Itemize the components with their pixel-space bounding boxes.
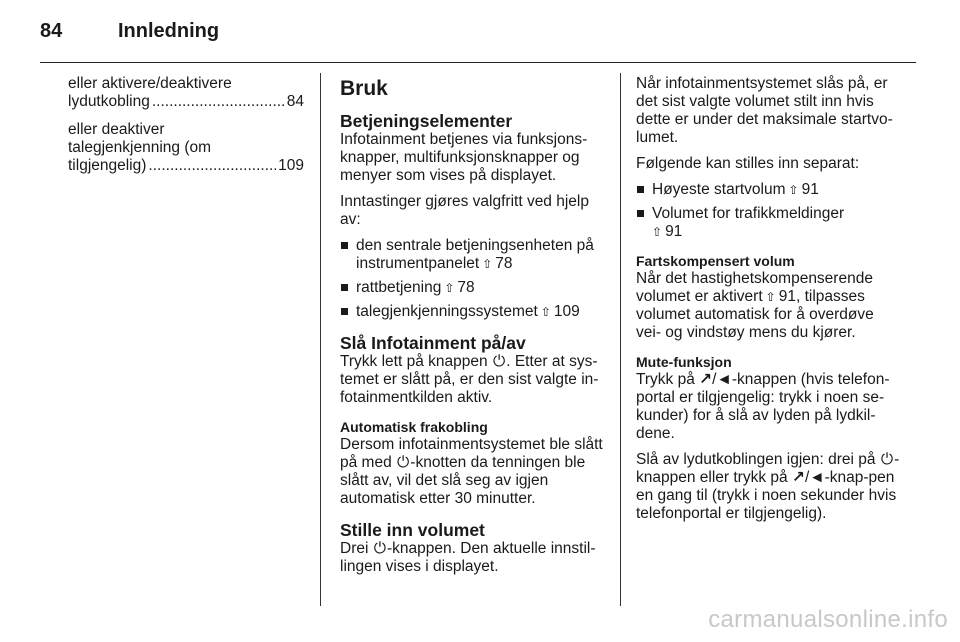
- page-reference[interactable]: 91: [665, 223, 683, 240]
- text-run: , tilpasses volumet automatisk for å overdøve vei- og vindstøy mens du kjører.: [636, 288, 874, 341]
- startup-volume-paragraph: Når infotainmentsystemet slås på, er det sist valgte volumet stilt inn hvis dette er under det maksimale startvo-lumet.: [636, 75, 893, 146]
- list-item: [340, 303, 604, 321]
- page-reference-icon: ⇧: [652, 225, 663, 239]
- mute-icon: ◄: [809, 469, 825, 486]
- text-run: -knotten da tenningen ble slått av, vil det slå seg av igjen automatisk etter 30 minutter.: [340, 454, 586, 507]
- power-heading: Slå Infotainment på/av: [340, 333, 526, 353]
- separate-settings-list: [636, 181, 902, 241]
- mute-icon: ◄: [716, 371, 732, 388]
- page-reference[interactable]: 109: [553, 303, 580, 320]
- text-run: Drei: [340, 540, 369, 557]
- section-title: Bruk: [340, 77, 388, 100]
- toc-entry-label: lydutkobling: [68, 93, 150, 110]
- unmute-paragraph: [636, 451, 902, 523]
- power-icon: ⏻: [397, 454, 410, 471]
- list-item-text: Høyeste startvolum: [652, 181, 786, 198]
- list-item-text: rattbetjening: [356, 279, 442, 296]
- column-divider: [620, 73, 621, 606]
- page-number: 84: [40, 20, 63, 42]
- text-run: Når det hastighetskompenserende volumet er aktivert: [636, 270, 873, 305]
- chapter-title: Innledning: [118, 20, 220, 42]
- power-icon: ⏻: [373, 540, 386, 557]
- page-reference-icon: ⇧: [765, 290, 776, 304]
- list-item: [340, 237, 604, 273]
- toc-entry-leader: [68, 157, 304, 175]
- toc-entry-page: 84: [286, 93, 304, 110]
- header-rule: [40, 62, 916, 63]
- auto-off-paragraph: [340, 436, 604, 508]
- text-run: Trykk på: [636, 371, 695, 388]
- text-run: . Etter at sys-temet er slått på, er den sist valgte in-fotainmentkilden aktiv.: [340, 353, 599, 406]
- toc-entry-leader: [68, 93, 304, 111]
- toc-entry-line: eller aktivere/deaktivere: [68, 75, 232, 92]
- input-paragraph: Inntastinger gjøres valgfritt ved hjelp av:: [340, 193, 589, 228]
- text-run: Trykk lett på knappen: [340, 353, 488, 370]
- list-item: [636, 181, 902, 199]
- page-reference[interactable]: 78: [495, 255, 513, 272]
- page-reference[interactable]: 91: [801, 181, 819, 198]
- separate-settings-paragraph: Følgende kan stilles inn separat:: [636, 155, 860, 172]
- toc-entry[interactable]: [68, 121, 304, 175]
- right-column: [636, 75, 902, 531]
- text-run: -knappen (hvis telefon-portal er tilgjengelig: trykk i noen se-kunder) for å slå av lyden på lydkil-dene.: [636, 371, 890, 442]
- toc-entry[interactable]: [68, 75, 304, 111]
- toc-entry-label: tilgjengelig): [68, 157, 147, 174]
- column-divider: [320, 73, 321, 606]
- page-reference[interactable]: 78: [457, 279, 475, 296]
- toc-column: [68, 75, 304, 185]
- text-run: Slå av lydutkoblingen igjen: drei på: [636, 451, 876, 468]
- toc-entry-page: 109: [278, 157, 304, 174]
- phone-icon: ↗: [699, 371, 713, 388]
- text-run: -knappen. Den aktuelle innstil-lingen vises i displayet.: [340, 540, 596, 575]
- phone-icon: ↗: [791, 469, 805, 486]
- power-paragraph: [340, 353, 604, 407]
- mute-paragraph: [636, 371, 902, 443]
- text-run: -knap-pen en gang til (trykk i noen sekunder hvis telefonportal er tilgjengelig).: [636, 469, 897, 522]
- input-methods-list: [340, 237, 604, 321]
- list-item-text: Volumet for trafikkmeldinger: [652, 205, 845, 222]
- page-reference-icon: ⇧: [444, 281, 455, 295]
- controls-paragraph: Infotainment betjenes via funksjons-knapper, multifunksjonsknapper og menyer som vises på displayet.: [340, 131, 588, 184]
- page-reference[interactable]: 91: [778, 288, 796, 305]
- power-icon: ⏻: [492, 353, 506, 370]
- speed-comp-heading: Fartskompensert volum: [636, 253, 795, 269]
- middle-column: [340, 75, 604, 584]
- slash: /: [804, 469, 810, 486]
- toc-entry-line: eller deaktiver: [68, 121, 165, 138]
- controls-heading: Betjeningselementer: [340, 111, 513, 131]
- auto-off-heading: Automatisk frakobling: [340, 419, 488, 435]
- volume-paragraph: [340, 540, 604, 576]
- power-icon: ⏻: [880, 451, 894, 468]
- list-item-text: talegjenkjenningssystemet: [356, 303, 538, 320]
- dot-leader: [152, 93, 285, 111]
- page-reference-icon: ⇧: [540, 305, 551, 319]
- page-reference-icon: ⇧: [482, 257, 493, 271]
- speed-comp-paragraph: [636, 270, 902, 342]
- watermark: carmanualsonline.info: [708, 606, 948, 633]
- toc-entry-line: talegjenkjenning (om: [68, 139, 212, 156]
- list-item: [340, 279, 604, 297]
- mute-heading: Mute-funksjon: [636, 354, 732, 370]
- slash: /: [712, 371, 717, 388]
- page-reference-icon: ⇧: [788, 183, 799, 197]
- dot-leader: [148, 157, 276, 175]
- volume-heading: Stille inn volumet: [340, 520, 485, 540]
- text-run: Dersom infotainmentsystemet ble slått på med: [340, 436, 603, 471]
- text-run: -knappen eller trykk på: [636, 451, 900, 486]
- list-item: [636, 205, 902, 241]
- list-item-text: den sentrale betjeningsenheten på instrumentpanelet: [356, 237, 594, 272]
